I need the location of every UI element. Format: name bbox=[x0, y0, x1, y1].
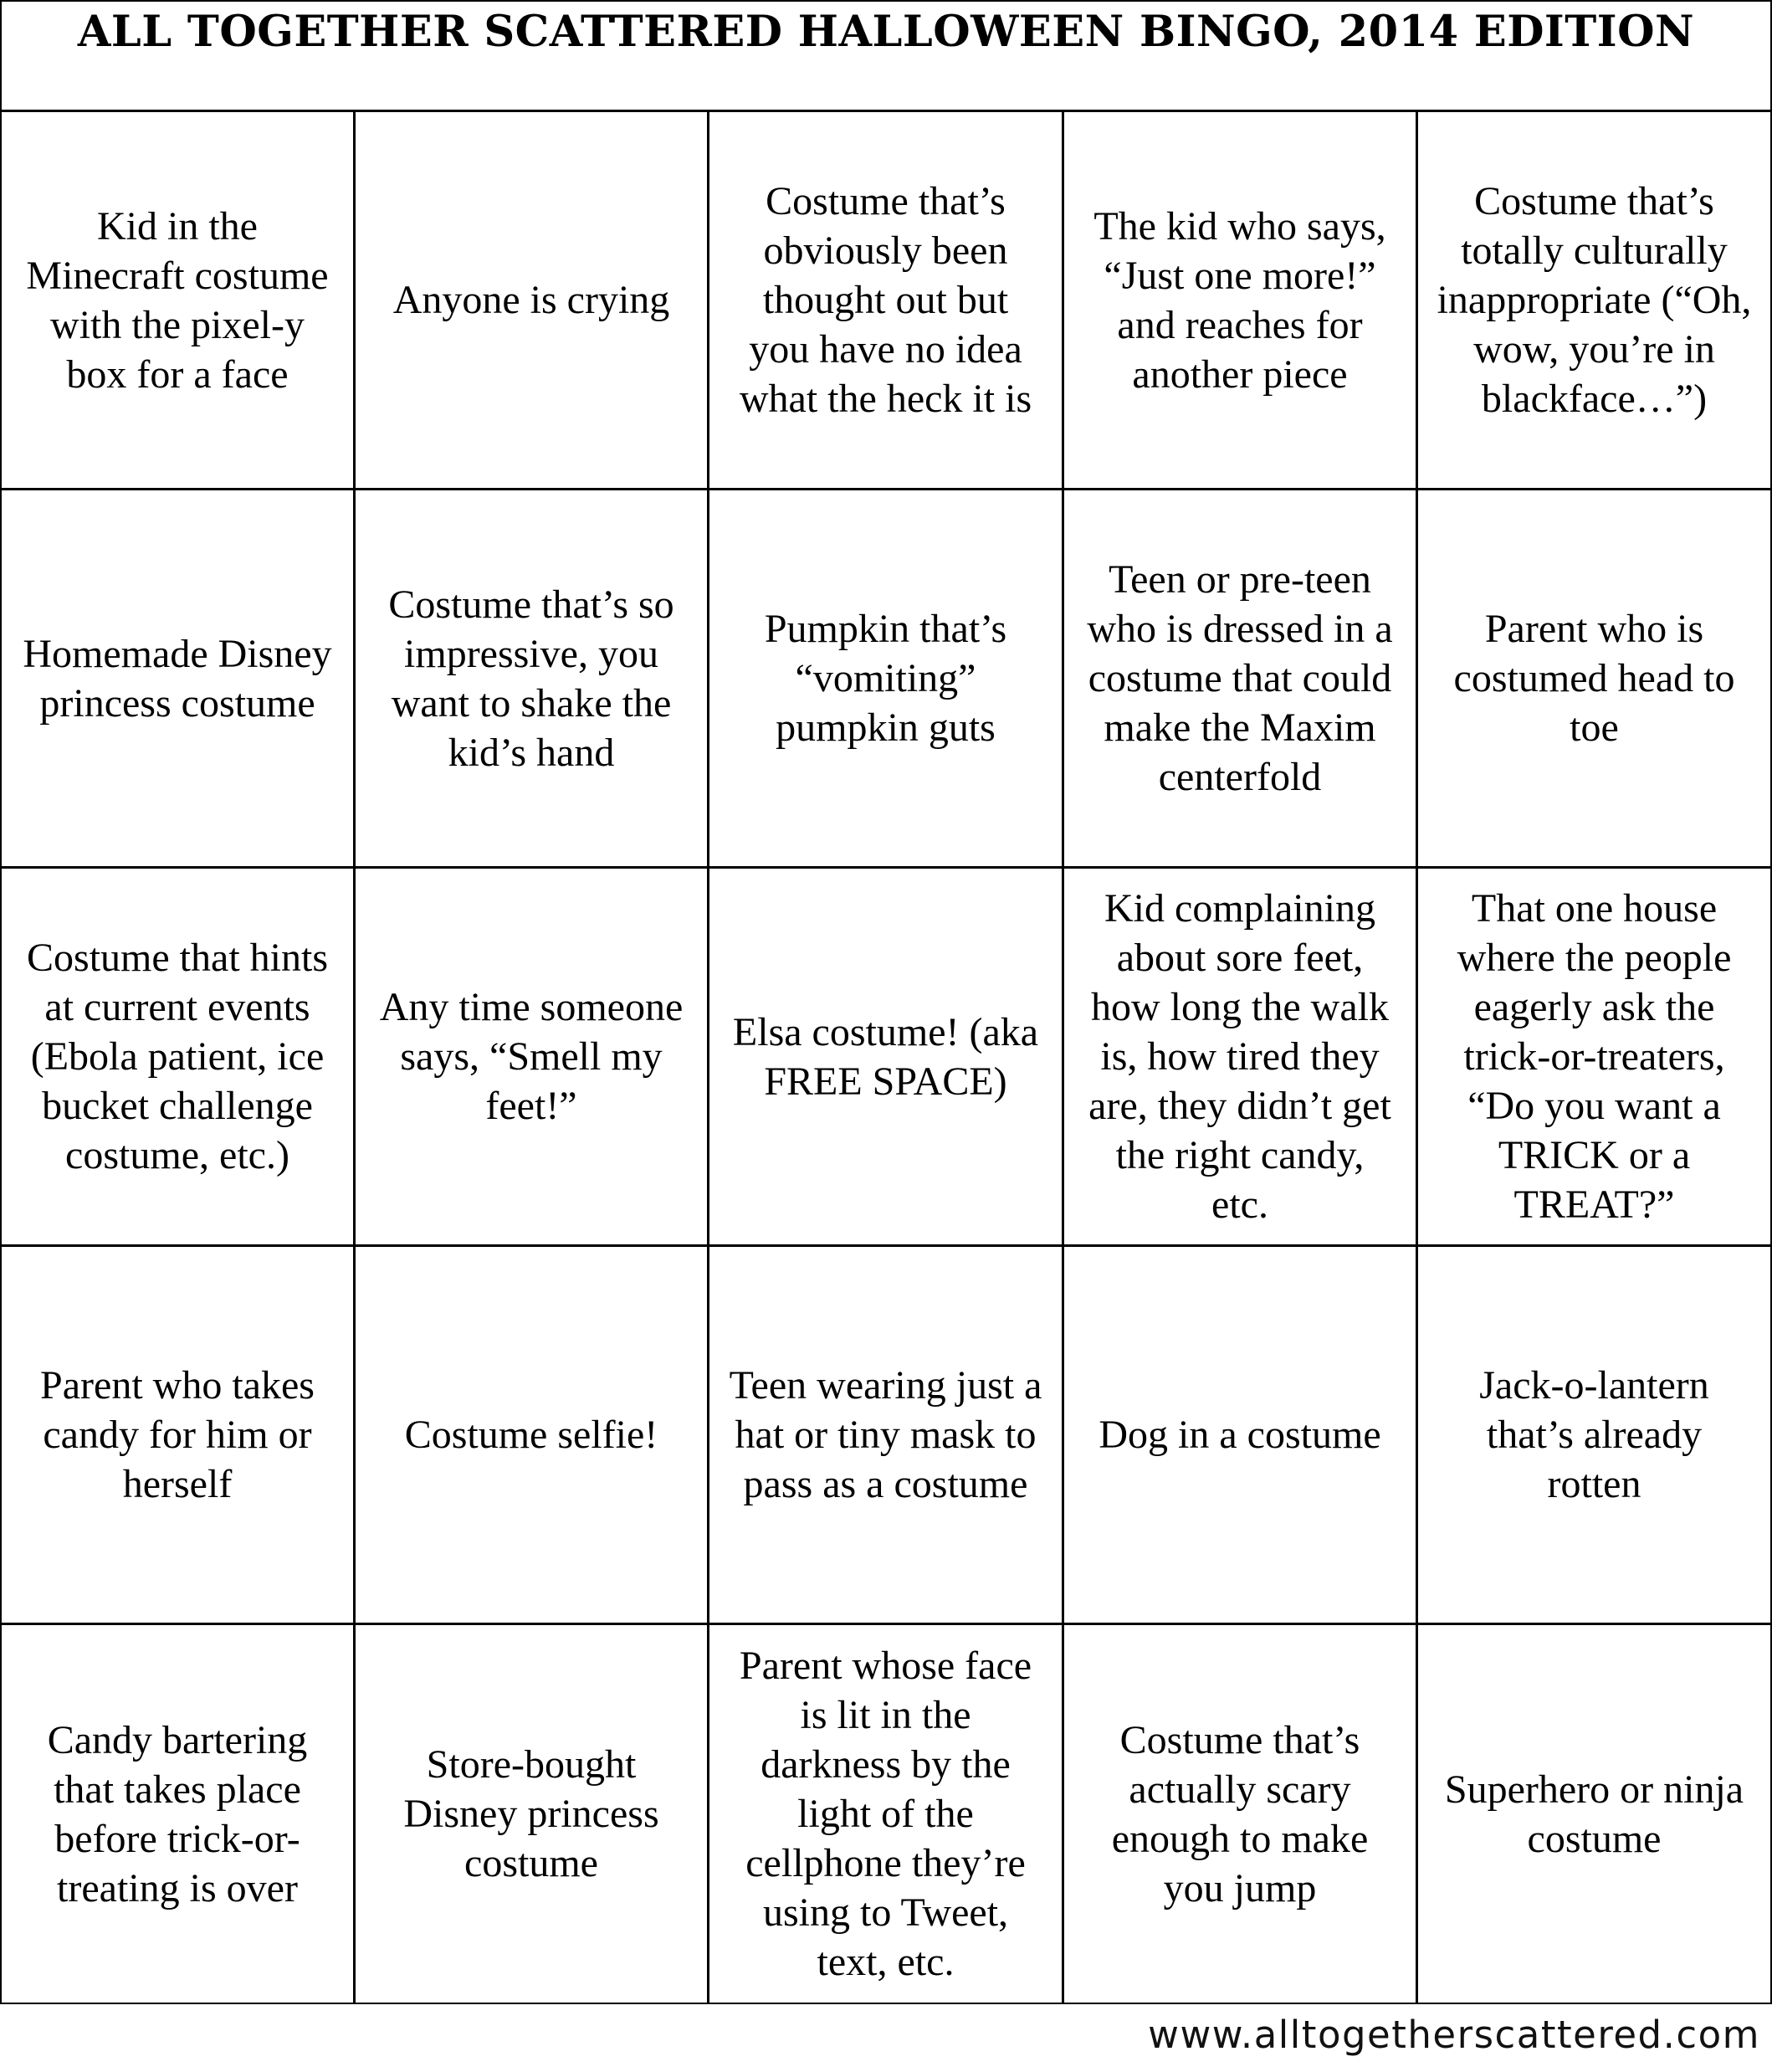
bingo-cell: Superhero or ninja costume bbox=[1444, 1767, 1744, 1861]
bingo-cell: Costume that’s so impressive, you want to shake the kid’s hand bbox=[356, 490, 709, 869]
bingo-cell: Costume that’s obviously been thought out but you have no idea what the heck it is bbox=[709, 112, 1064, 490]
page-title: ALL TOGETHER SCATTERED HALLOWEEN BINGO, 2014 EDITION bbox=[77, 7, 1695, 57]
bingo-cell: Parent whose face is lit in the darkness by the light of the cellphone they’re using to Tweet, text, etc. bbox=[709, 1625, 1064, 2003]
bingo-cell: Candy bartering that takes place before trick-or-treating is over bbox=[2, 1625, 356, 2003]
bingo-cell: The kid who says, “Just one more!” and reaches for another piece bbox=[1064, 112, 1418, 490]
bingo-cell: Teen or pre-teen who is dressed in a costume that could make the Maxim centerfold bbox=[1064, 490, 1418, 869]
bingo-cell: Teen wearing just a hat or tiny mask to pass as a costume bbox=[709, 1247, 1064, 1625]
bingo-cell: Kid in the Minecraft costume with the pixel-y box for a face bbox=[2, 112, 356, 490]
bingo-cell: Pumpkin that’s “vomiting” pumpkin guts bbox=[709, 490, 1064, 869]
bingo-cell: Costume selfie! bbox=[356, 1247, 709, 1625]
title-row bbox=[2, 2, 1770, 112]
bingo-cell: Store-bought Disney princess costume bbox=[356, 1625, 709, 2003]
bingo-cell: Parent who takes candy for him or herself bbox=[2, 1247, 356, 1625]
website-url: www.alltogetherscattered.com bbox=[1148, 2013, 1760, 2057]
bingo-cell: Homemade Disney princess costume bbox=[2, 490, 356, 869]
bingo-cell: Anyone is crying bbox=[356, 112, 709, 490]
bingo-cell: That one house where the people eagerly ask the trick-or-treaters, “Do you want a TRICK or a TREAT?” bbox=[1418, 869, 1770, 1247]
bingo-cell: Costume that hints at current events (Ebola patient, ice bucket challenge costume, etc.) bbox=[2, 869, 356, 1247]
bingo-cell: Costume that’s actually scary enough to make you jump bbox=[1064, 1625, 1418, 2003]
bingo-cell: Kid complaining about sore feet, how long the walk is, how tired they are, they didn’t get the right candy, etc. bbox=[1064, 869, 1418, 1247]
free-space-cell: Elsa costume! (aka FREE SPACE) bbox=[709, 869, 1064, 1247]
bingo-cell: Costume that’s totally culturally inappropriate (“Oh, wow, you’re in blackface…”) bbox=[1418, 112, 1770, 490]
bingo-cell: Dog in a costume bbox=[1064, 1247, 1418, 1625]
bingo-grid bbox=[2, 112, 1770, 2003]
bingo-cell: Any time someone says, “Smell my feet!” bbox=[356, 869, 709, 1247]
bingo-cell: Parent who is costumed head to toe bbox=[1418, 490, 1770, 869]
bingo-cell: Jack-o-lantern that’s already rotten bbox=[1418, 1247, 1770, 1625]
